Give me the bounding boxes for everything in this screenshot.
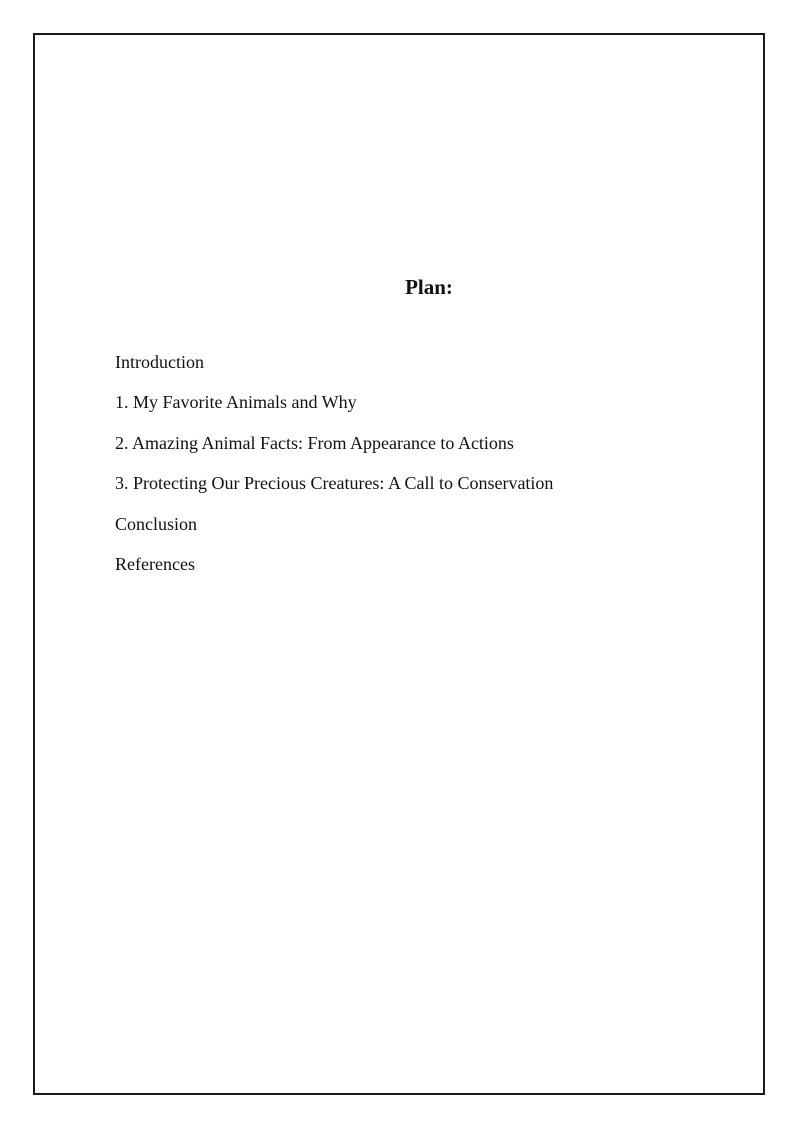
- plan-item-references: References: [115, 553, 195, 574]
- plan-item-1: 1. My Favorite Animals and Why: [115, 392, 357, 413]
- plan-item-2: 2. Amazing Animal Facts: From Appearance to Actions: [115, 432, 514, 453]
- plan-item-3: 3. Protecting Our Precious Creatures: A Call to Conservation: [115, 473, 554, 494]
- page-title: Plan:: [405, 275, 453, 299]
- plan-item-introduction: Introduction: [115, 352, 204, 372]
- plan-item-conclusion: Conclusion: [115, 513, 198, 534]
- plan-list: [115, 350, 553, 592]
